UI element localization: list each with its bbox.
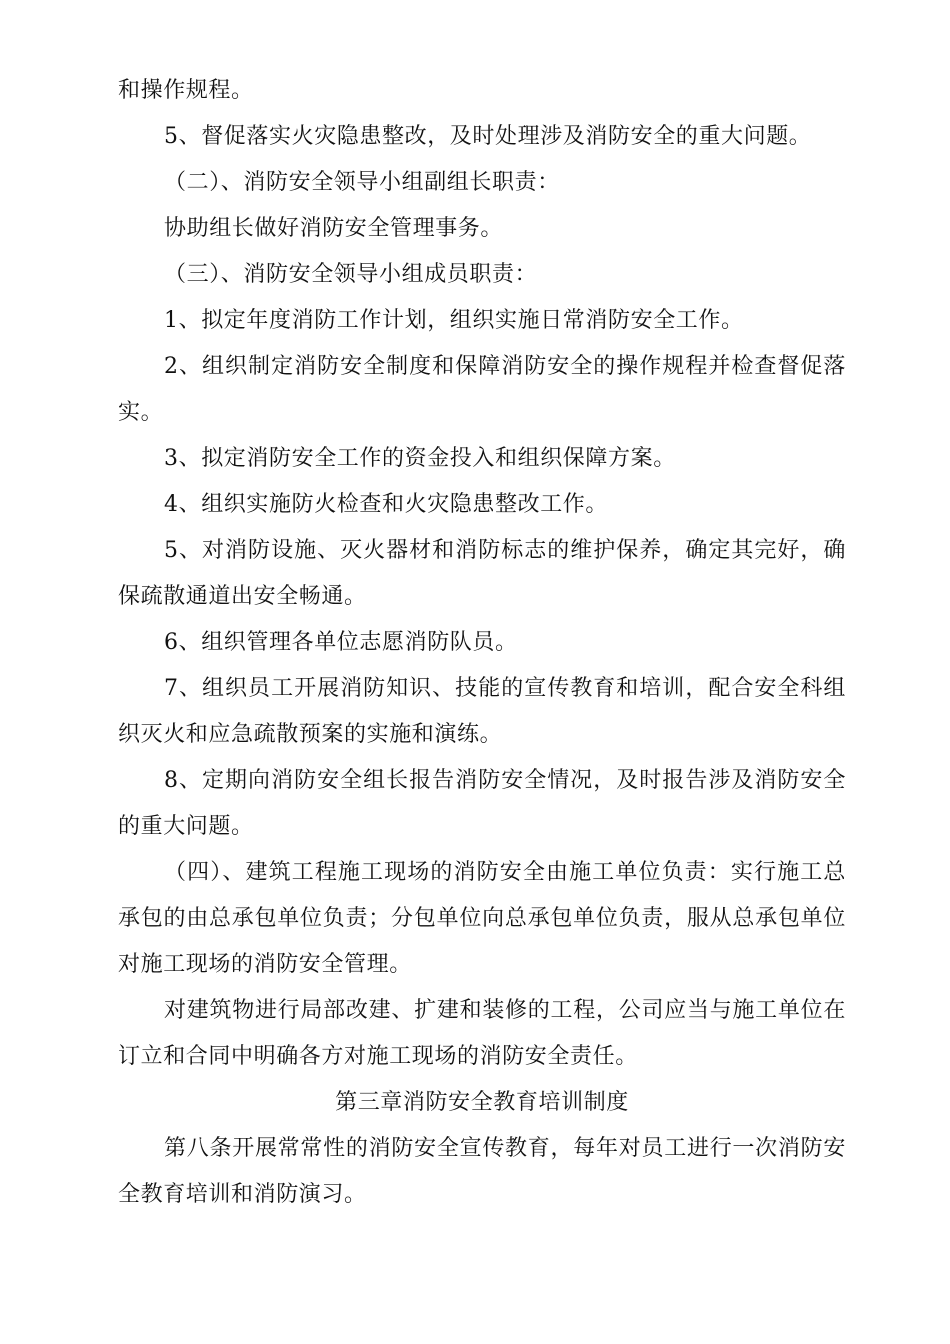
paragraph-item-7: 7、组织员工开展消防知识、技能的宣传教育和培训，配合安全科组织灭火和应急疏散预案的实施和演练。 — [118, 676, 846, 747]
paragraph-item-4: 4、组织实施防火检查和火灾隐患整改工作。 — [164, 492, 608, 517]
chapter-heading: 第三章消防安全教育培训制度 — [335, 1090, 629, 1115]
paragraph-item-3: 3、拟定消防安全工作的资金投入和组织保障方案。 — [164, 446, 676, 471]
paragraph-item-2: 2、组织制定消防安全制度和保障消防安全的操作规程并检查督促落实。 — [118, 354, 846, 425]
section-heading-deputy-leader: （二）、消防安全领导小组副组长职责： — [164, 170, 560, 195]
paragraph-item-8: 8、定期向消防安全组长报告消防安全情况，及时报告涉及消防安全的重大问题。 — [118, 768, 846, 839]
section-heading-construction: （四）、建筑工程施工现场的消防安全由施工单位负责：实行施工总承包的由总承包单位负责；分包单位向总承包单位负责，服从总承包单位对施工现场的消防安全管理。 — [118, 860, 846, 977]
paragraph-article-8: 第八条开展常常性的消防安全宣传教育，每年对员工进行一次消防安全教育培训和消防演习。 — [118, 1136, 846, 1207]
paragraph-deputy-duty: 协助组长做好消防安全管理事务。 — [164, 216, 504, 241]
document-body — [118, 68, 846, 1218]
paragraph-item-5: 5、对消防设施、灭火器材和消防标志的维护保养，确定其完好，确保疏散通道出安全畅通。 — [118, 538, 846, 609]
paragraph-continuation: 和操作规程。 — [118, 78, 254, 103]
section-heading-members: （三）、消防安全领导小组成员职责： — [164, 262, 538, 287]
paragraph-renovation: 对建筑物进行局部改建、扩建和装修的工程，公司应当与施工单位在订立和合同中明确各方对施工现场的消防安全责任。 — [118, 998, 846, 1069]
paragraph-item-1: 1、拟定年度消防工作计划，组织实施日常消防安全工作。 — [164, 308, 744, 333]
paragraph-item-5-supervise: 5、督促落实火灾隐患整改，及时处理涉及消防安全的重大问题。 — [164, 124, 812, 149]
paragraph-item-6: 6、组织管理各单位志愿消防队员。 — [164, 630, 518, 655]
